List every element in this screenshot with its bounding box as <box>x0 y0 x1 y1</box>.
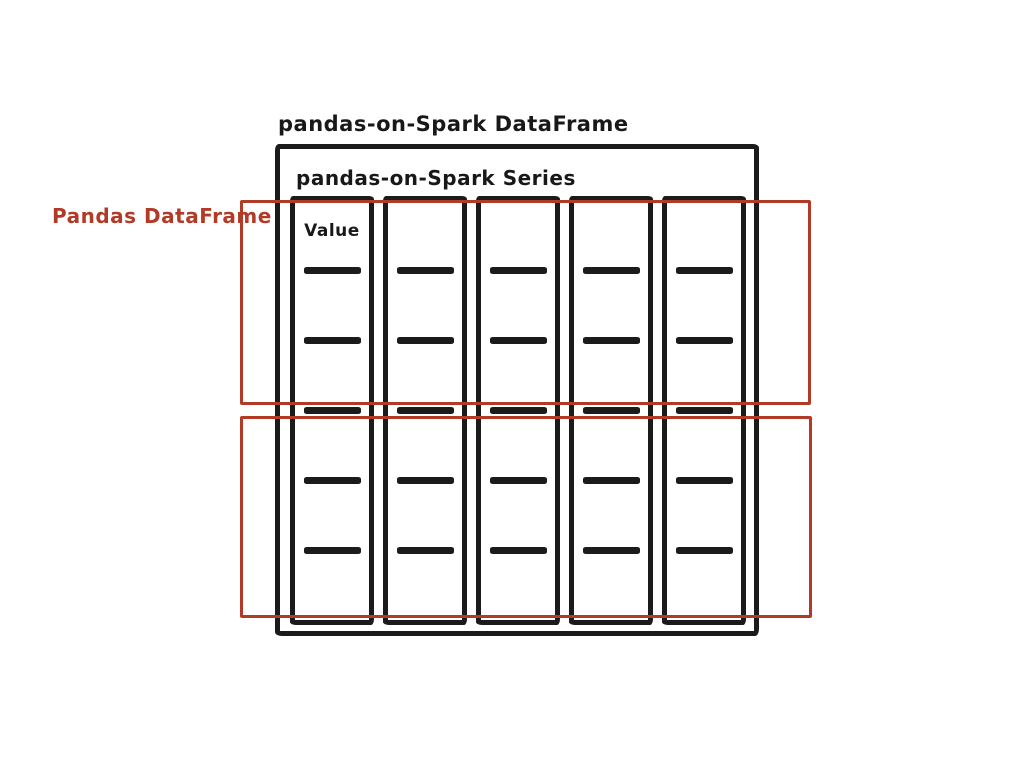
pandas-dataframe-region-top <box>240 200 811 405</box>
value-dash <box>583 407 640 414</box>
value-dash <box>676 407 733 414</box>
value-dash <box>490 407 547 414</box>
pandas-dataframe-label: Pandas DataFrame <box>52 204 272 228</box>
value-dash <box>304 407 361 414</box>
value-label: Value <box>304 221 360 241</box>
pandas-on-spark-series-label: pandas-on-Spark Series <box>296 166 576 190</box>
pandas-dataframe-region-bottom <box>240 416 812 618</box>
pandas-on-spark-dataframe-title: pandas-on-Spark DataFrame <box>278 112 629 136</box>
value-dash <box>397 407 454 414</box>
